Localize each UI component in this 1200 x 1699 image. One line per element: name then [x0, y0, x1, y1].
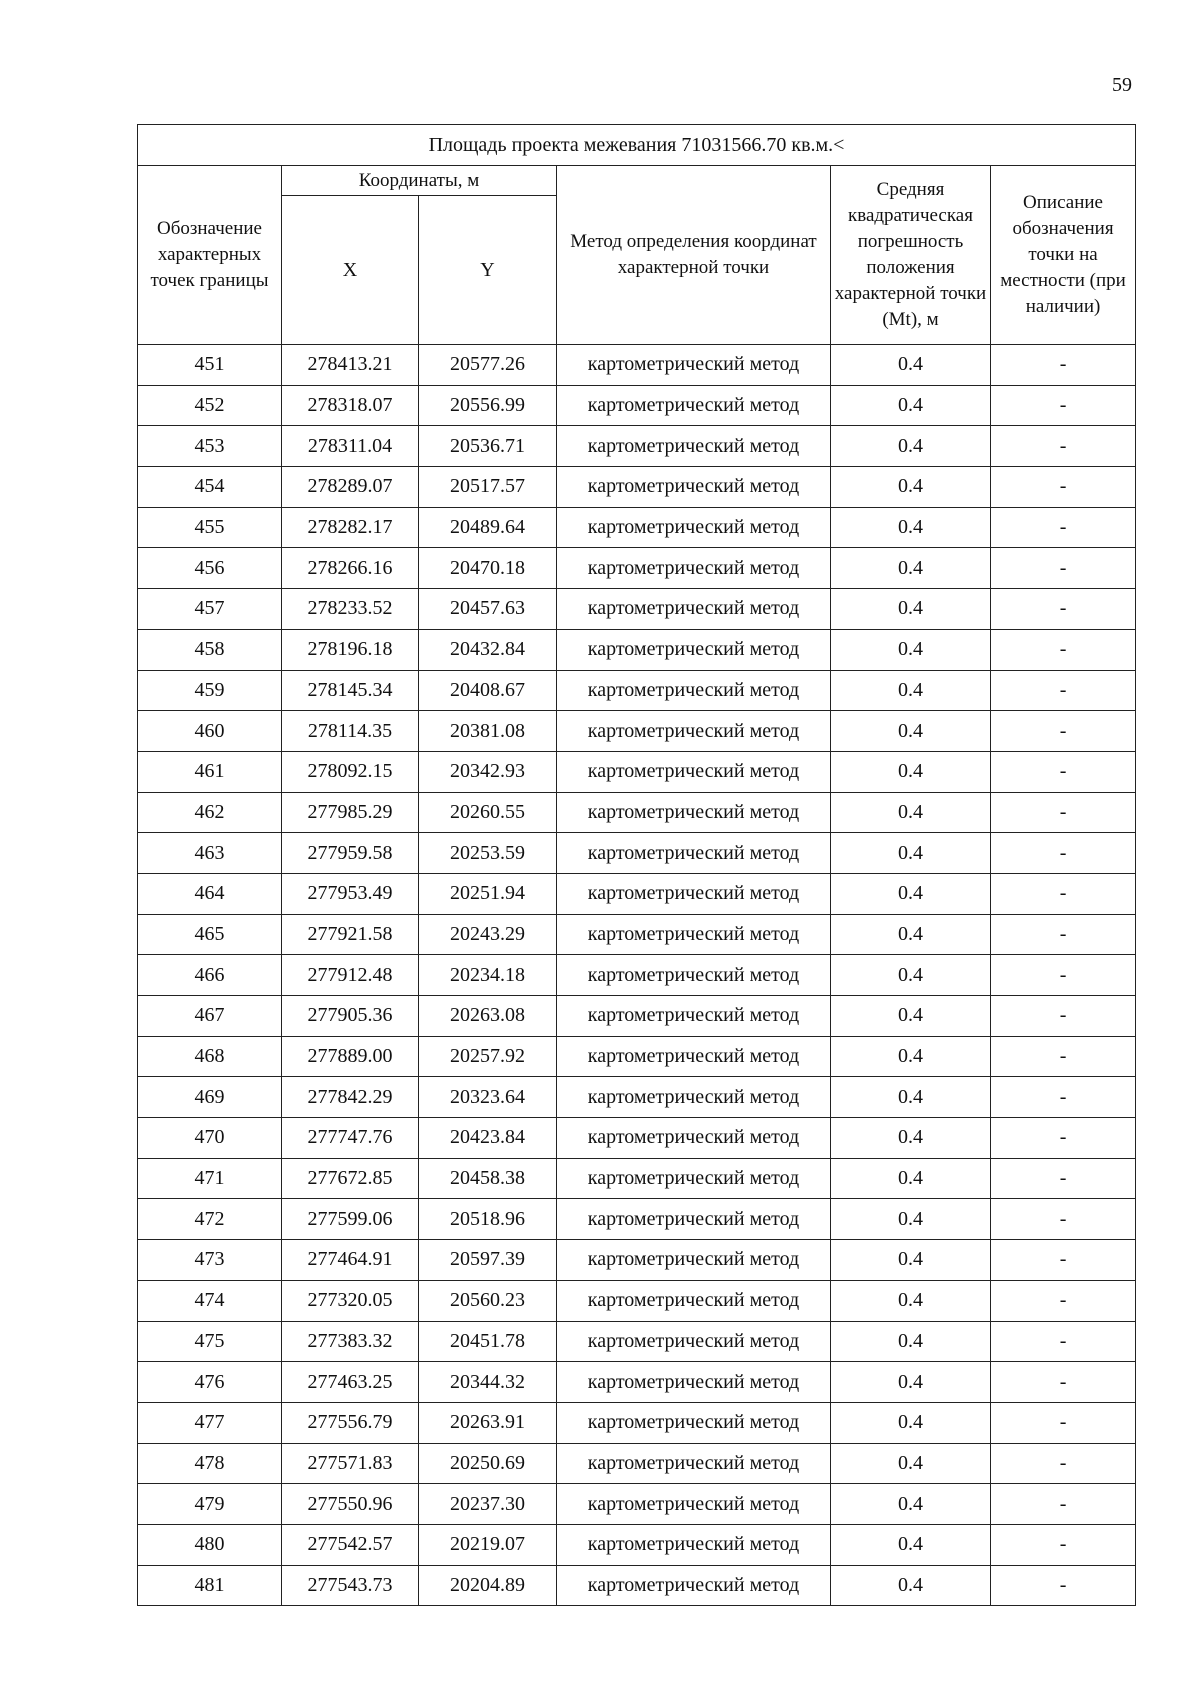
point-cell: 468	[138, 1036, 282, 1077]
point-cell: 453	[138, 426, 282, 467]
x-cell: 278145.34	[282, 670, 419, 711]
error-cell: 0.4	[831, 711, 991, 752]
y-cell: 20489.64	[419, 507, 557, 548]
description-cell: -	[991, 873, 1136, 914]
description-cell: -	[991, 670, 1136, 711]
description-cell: -	[991, 833, 1136, 874]
x-cell: 277842.29	[282, 1077, 419, 1118]
point-cell: 475	[138, 1321, 282, 1362]
method-cell: картометрический метод	[557, 833, 831, 874]
method-cell: картометрический метод	[557, 1199, 831, 1240]
x-cell: 278196.18	[282, 629, 419, 670]
x-cell: 277464.91	[282, 1240, 419, 1281]
x-cell: 277599.06	[282, 1199, 419, 1240]
point-cell: 466	[138, 955, 282, 996]
boundary-points-table	[137, 124, 1136, 1606]
method-cell: картометрический метод	[557, 1565, 831, 1606]
description-cell: -	[991, 792, 1136, 833]
header-method: Метод определения координат характерной точки	[557, 166, 831, 345]
header-y: Y	[419, 196, 557, 345]
error-cell: 0.4	[831, 1158, 991, 1199]
description-cell: -	[991, 1321, 1136, 1362]
y-cell: 20243.29	[419, 914, 557, 955]
error-cell: 0.4	[831, 1240, 991, 1281]
point-cell: 455	[138, 507, 282, 548]
x-cell: 277985.29	[282, 792, 419, 833]
description-cell: -	[991, 1484, 1136, 1525]
description-cell: -	[991, 996, 1136, 1037]
point-cell: 452	[138, 385, 282, 426]
error-cell: 0.4	[831, 670, 991, 711]
y-cell: 20470.18	[419, 548, 557, 589]
error-cell: 0.4	[831, 1118, 991, 1159]
method-cell: картометрический метод	[557, 670, 831, 711]
x-cell: 277747.76	[282, 1118, 419, 1159]
x-cell: 278282.17	[282, 507, 419, 548]
x-cell: 278266.16	[282, 548, 419, 589]
table-row	[138, 1280, 1136, 1321]
method-cell: картометрический метод	[557, 873, 831, 914]
method-cell: картометрический метод	[557, 792, 831, 833]
point-cell: 460	[138, 711, 282, 752]
description-cell: -	[991, 1524, 1136, 1565]
error-cell: 0.4	[831, 589, 991, 630]
error-cell: 0.4	[831, 1077, 991, 1118]
method-cell: картометрический метод	[557, 1240, 831, 1281]
point-cell: 462	[138, 792, 282, 833]
error-cell: 0.4	[831, 751, 991, 792]
table-row	[138, 1484, 1136, 1525]
description-cell: -	[991, 1280, 1136, 1321]
method-cell: картометрический метод	[557, 589, 831, 630]
x-cell: 277672.85	[282, 1158, 419, 1199]
error-cell: 0.4	[831, 1565, 991, 1606]
y-cell: 20518.96	[419, 1199, 557, 1240]
header-point: Обозначение характерных точек границы	[138, 166, 282, 345]
method-cell: картометрический метод	[557, 1362, 831, 1403]
point-cell: 467	[138, 996, 282, 1037]
x-cell: 277953.49	[282, 873, 419, 914]
x-cell: 277556.79	[282, 1402, 419, 1443]
x-cell: 278092.15	[282, 751, 419, 792]
table-row	[138, 914, 1136, 955]
error-cell: 0.4	[831, 955, 991, 996]
x-cell: 278233.52	[282, 589, 419, 630]
point-cell: 469	[138, 1077, 282, 1118]
y-cell: 20432.84	[419, 629, 557, 670]
point-cell: 471	[138, 1158, 282, 1199]
y-cell: 20517.57	[419, 467, 557, 508]
table-row	[138, 1362, 1136, 1403]
y-cell: 20556.99	[419, 385, 557, 426]
y-cell: 20536.71	[419, 426, 557, 467]
method-cell: картометрический метод	[557, 629, 831, 670]
method-cell: картометрический метод	[557, 345, 831, 386]
x-cell: 278289.07	[282, 467, 419, 508]
header-description: Описание обозначения точки на местности (при наличии)	[991, 166, 1136, 345]
y-cell: 20263.08	[419, 996, 557, 1037]
y-cell: 20237.30	[419, 1484, 557, 1525]
table-row	[138, 345, 1136, 386]
error-cell: 0.4	[831, 833, 991, 874]
table-row	[138, 873, 1136, 914]
table-row	[138, 996, 1136, 1037]
header-error: Средняя квадратическая погрешность положения характерной точки (Mt), м	[831, 166, 991, 345]
point-cell: 457	[138, 589, 282, 630]
method-cell: картометрический метод	[557, 996, 831, 1037]
table-row	[138, 955, 1136, 996]
table-row	[138, 548, 1136, 589]
method-cell: картометрический метод	[557, 1524, 831, 1565]
error-cell: 0.4	[831, 385, 991, 426]
method-cell: картометрический метод	[557, 1118, 831, 1159]
table-row	[138, 1077, 1136, 1118]
error-cell: 0.4	[831, 548, 991, 589]
point-cell: 480	[138, 1524, 282, 1565]
description-cell: -	[991, 955, 1136, 996]
table-body	[138, 345, 1136, 1606]
table-row	[138, 1158, 1136, 1199]
y-cell: 20260.55	[419, 792, 557, 833]
description-cell: -	[991, 1199, 1136, 1240]
method-cell: картометрический метод	[557, 1158, 831, 1199]
y-cell: 20457.63	[419, 589, 557, 630]
table-row	[138, 426, 1136, 467]
y-cell: 20423.84	[419, 1118, 557, 1159]
description-cell: -	[991, 426, 1136, 467]
y-cell: 20344.32	[419, 1362, 557, 1403]
header-x: X	[282, 196, 419, 345]
table-row	[138, 1118, 1136, 1159]
y-cell: 20257.92	[419, 1036, 557, 1077]
x-cell: 277383.32	[282, 1321, 419, 1362]
table-row	[138, 711, 1136, 752]
error-cell: 0.4	[831, 507, 991, 548]
table-row	[138, 1321, 1136, 1362]
description-cell: -	[991, 345, 1136, 386]
error-cell: 0.4	[831, 1524, 991, 1565]
description-cell: -	[991, 914, 1136, 955]
description-cell: -	[991, 629, 1136, 670]
error-cell: 0.4	[831, 1321, 991, 1362]
point-cell: 476	[138, 1362, 282, 1403]
description-cell: -	[991, 1565, 1136, 1606]
method-cell: картометрический метод	[557, 426, 831, 467]
error-cell: 0.4	[831, 467, 991, 508]
table-row	[138, 751, 1136, 792]
table-row	[138, 670, 1136, 711]
description-cell: -	[991, 385, 1136, 426]
method-cell: картометрический метод	[557, 467, 831, 508]
x-cell: 277889.00	[282, 1036, 419, 1077]
method-cell: картометрический метод	[557, 1484, 831, 1525]
table-title: Площадь проекта межевания 71031566.70 кв.м.<	[138, 125, 1136, 166]
method-cell: картометрический метод	[557, 1402, 831, 1443]
error-cell: 0.4	[831, 996, 991, 1037]
x-cell: 278114.35	[282, 711, 419, 752]
y-cell: 20250.69	[419, 1443, 557, 1484]
error-cell: 0.4	[831, 345, 991, 386]
x-cell: 277905.36	[282, 996, 419, 1037]
y-cell: 20560.23	[419, 1280, 557, 1321]
x-cell: 277571.83	[282, 1443, 419, 1484]
description-cell: -	[991, 1077, 1136, 1118]
description-cell: -	[991, 751, 1136, 792]
y-cell: 20251.94	[419, 873, 557, 914]
point-cell: 454	[138, 467, 282, 508]
table-row	[138, 467, 1136, 508]
point-cell: 474	[138, 1280, 282, 1321]
x-cell: 277550.96	[282, 1484, 419, 1525]
y-cell: 20408.67	[419, 670, 557, 711]
error-cell: 0.4	[831, 1280, 991, 1321]
method-cell: картометрический метод	[557, 711, 831, 752]
page-number: 59	[1112, 74, 1132, 96]
description-cell: -	[991, 1240, 1136, 1281]
x-cell: 277959.58	[282, 833, 419, 874]
description-cell: -	[991, 1118, 1136, 1159]
x-cell: 278311.04	[282, 426, 419, 467]
error-cell: 0.4	[831, 1036, 991, 1077]
method-cell: картометрический метод	[557, 1036, 831, 1077]
y-cell: 20219.07	[419, 1524, 557, 1565]
x-cell: 277921.58	[282, 914, 419, 955]
y-cell: 20263.91	[419, 1402, 557, 1443]
method-cell: картометрический метод	[557, 1321, 831, 1362]
y-cell: 20253.59	[419, 833, 557, 874]
method-cell: картометрический метод	[557, 548, 831, 589]
method-cell: картометрический метод	[557, 751, 831, 792]
description-cell: -	[991, 548, 1136, 589]
description-cell: -	[991, 507, 1136, 548]
description-cell: -	[991, 467, 1136, 508]
point-cell: 478	[138, 1443, 282, 1484]
y-cell: 20458.38	[419, 1158, 557, 1199]
error-cell: 0.4	[831, 1362, 991, 1403]
point-cell: 451	[138, 345, 282, 386]
error-cell: 0.4	[831, 873, 991, 914]
y-cell: 20577.26	[419, 345, 557, 386]
error-cell: 0.4	[831, 426, 991, 467]
table-row	[138, 589, 1136, 630]
y-cell: 20204.89	[419, 1565, 557, 1606]
description-cell: -	[991, 1036, 1136, 1077]
description-cell: -	[991, 711, 1136, 752]
method-cell: картометрический метод	[557, 1077, 831, 1118]
x-cell: 277463.25	[282, 1362, 419, 1403]
y-cell: 20597.39	[419, 1240, 557, 1281]
error-cell: 0.4	[831, 1402, 991, 1443]
point-cell: 464	[138, 873, 282, 914]
table-row	[138, 507, 1136, 548]
point-cell: 465	[138, 914, 282, 955]
method-cell: картометрический метод	[557, 1443, 831, 1484]
description-cell: -	[991, 1362, 1136, 1403]
method-cell: картометрический метод	[557, 385, 831, 426]
table-row	[138, 1565, 1136, 1606]
x-cell: 277542.57	[282, 1524, 419, 1565]
error-cell: 0.4	[831, 1199, 991, 1240]
method-cell: картометрический метод	[557, 1280, 831, 1321]
table-row	[138, 1402, 1136, 1443]
point-cell: 470	[138, 1118, 282, 1159]
table-row	[138, 792, 1136, 833]
table-row	[138, 1240, 1136, 1281]
x-cell: 277543.73	[282, 1565, 419, 1606]
method-cell: картометрический метод	[557, 955, 831, 996]
error-cell: 0.4	[831, 792, 991, 833]
method-cell: картометрический метод	[557, 507, 831, 548]
table-row	[138, 1199, 1136, 1240]
point-cell: 459	[138, 670, 282, 711]
table-row	[138, 385, 1136, 426]
error-cell: 0.4	[831, 629, 991, 670]
table-row	[138, 1036, 1136, 1077]
y-cell: 20234.18	[419, 955, 557, 996]
y-cell: 20381.08	[419, 711, 557, 752]
point-cell: 461	[138, 751, 282, 792]
point-cell: 472	[138, 1199, 282, 1240]
x-cell: 277320.05	[282, 1280, 419, 1321]
point-cell: 477	[138, 1402, 282, 1443]
table-row	[138, 1443, 1136, 1484]
description-cell: -	[991, 589, 1136, 630]
table-row	[138, 629, 1136, 670]
x-cell: 278413.21	[282, 345, 419, 386]
point-cell: 456	[138, 548, 282, 589]
y-cell: 20451.78	[419, 1321, 557, 1362]
point-cell: 479	[138, 1484, 282, 1525]
error-cell: 0.4	[831, 1443, 991, 1484]
description-cell: -	[991, 1158, 1136, 1199]
point-cell: 463	[138, 833, 282, 874]
method-cell: картометрический метод	[557, 914, 831, 955]
y-cell: 20342.93	[419, 751, 557, 792]
table-row	[138, 833, 1136, 874]
table-row	[138, 1524, 1136, 1565]
point-cell: 481	[138, 1565, 282, 1606]
error-cell: 0.4	[831, 914, 991, 955]
header-coordinates: Координаты, м	[282, 166, 557, 196]
x-cell: 277912.48	[282, 955, 419, 996]
point-cell: 473	[138, 1240, 282, 1281]
y-cell: 20323.64	[419, 1077, 557, 1118]
error-cell: 0.4	[831, 1484, 991, 1525]
description-cell: -	[991, 1402, 1136, 1443]
point-cell: 458	[138, 629, 282, 670]
description-cell: -	[991, 1443, 1136, 1484]
x-cell: 278318.07	[282, 385, 419, 426]
